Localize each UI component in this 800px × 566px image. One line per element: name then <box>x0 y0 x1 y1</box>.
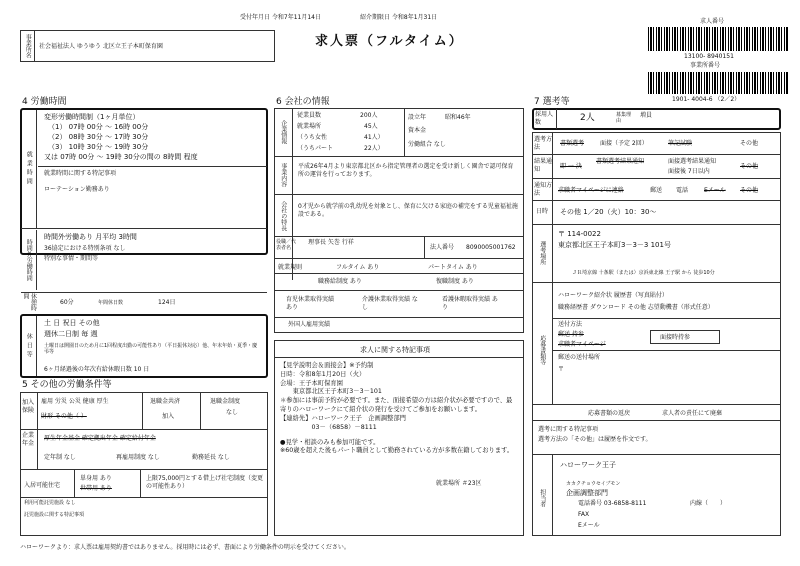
women: 41人） <box>364 134 384 141</box>
part: 22人） <box>364 145 384 152</box>
employees: 200人 <box>360 112 378 119</box>
send-method: 郵送 持参 <box>558 331 584 338</box>
retire: なし <box>226 409 239 416</box>
docs-2: 職務経歴書 ダウンロード その他 志望動機書（形式任意） <box>558 304 714 311</box>
method-interview: 面接（予定 2回） <box>600 140 648 147</box>
result-immediate: 即 一 決 <box>560 163 582 170</box>
site-label: 就業場所 <box>297 123 322 130</box>
insurance: 雇用 労災 公災 健康 厚生 <box>41 398 109 405</box>
note-line: 東京都北区王子本町3－3－101 <box>280 388 382 396</box>
note-line: 会場：王子本町保育園 <box>280 379 343 387</box>
dorm-family: 世帯用 あり <box>80 485 112 492</box>
rest-label: 休憩時間 <box>22 293 37 311</box>
page-title: 求人票（フルタイム） <box>315 34 464 49</box>
job-number: 13100- 8940151 <box>684 53 734 60</box>
retire-co: 加入 <box>162 413 175 420</box>
result-documents: 書類選考結果通知 <box>596 158 645 165</box>
contact-tel: 電話番号 03-6858-8111 <box>578 500 647 507</box>
job-number-label: 求人番号 <box>700 18 725 25</box>
childcare-label: 利用可能託児施設 なし <box>24 500 76 506</box>
note-line: 【連絡先】ハローワーク王子 企画調整部門 <box>280 414 406 422</box>
feature: 0才児から就学前の乳幼児を対象とし、保育に欠ける家庭の補完をする児童福祉施設である。 <box>298 203 518 218</box>
employees-label: 従業員数 <box>297 112 322 119</box>
rep: 理事長 矢巻 行祥 <box>308 239 354 246</box>
notice-email: Eメール <box>704 187 726 194</box>
childcare-leave: 育児休業取得実績 あり <box>286 296 335 311</box>
sick-care-leave: 看護休暇取得実績 あり <box>442 296 498 311</box>
received-date: 受付年月日 令和7年11月14日 <box>240 14 321 21</box>
send-method-label: 送付方法 <box>558 321 583 328</box>
rehire: 再雇用制度 なし <box>116 454 160 461</box>
result-other: その他 <box>740 163 759 170</box>
insurance-other: 財形 その他（ ） <box>41 413 87 420</box>
hire-count: 2人 <box>580 113 595 123</box>
contact-label: 担当者 <box>538 489 546 507</box>
annual-holidays-label: 年間休日数 <box>98 300 124 306</box>
feature-label: 会社の特長 <box>279 201 287 231</box>
date-label: 日時 <box>536 208 549 215</box>
business-name: 社会福祉法人 ゆうゆう 北区立王子本町保育園 <box>39 43 163 50</box>
reason-label: 募集理由 <box>616 112 632 125</box>
childcare-notes: 託児施設に関する特記事項 <box>24 512 85 518</box>
footer-note: ハローワークより：求人票は雇用契約書ではありません。採用時には必ず、書面により労働条件の明示を受けてください。 <box>20 544 350 551</box>
note-line: ＊参加には事前予約が必要です。また、面接希望の方は紹介状が必要ですので、最寄りのハローワークにて紹介状の発行を受けてご参加をお願いします。 <box>280 397 513 414</box>
union: 労働組合 なし <box>408 141 446 148</box>
return-label: 応募書類の返戻 <box>588 410 631 417</box>
section-5-title: 5 その他の労働条件等 <box>22 380 112 390</box>
part-label: （うちパート <box>297 145 334 152</box>
contact-dept: 企画調整部門 <box>566 489 608 497</box>
holiday-note: 土曜日は開園日のため月に1回程度出勤の可能性あり（平日振休対応）他、年末年始・夏季・慶弔等 <box>44 343 258 356</box>
note-line: ●見学・相談のみも参加可能です。 <box>280 438 380 446</box>
docs-label: 応募書類等 <box>538 335 546 365</box>
result-label: 結果通知 <box>534 158 553 173</box>
shift-3: （3） 10時 30分 ～ 19時 30分 <box>48 143 149 151</box>
job-number-barcode <box>648 27 788 51</box>
corp-label: 法人番号 <box>430 244 455 251</box>
overtime-36: 36協定における特別条項 なし <box>44 245 126 252</box>
rules-label: 就業規則 <box>278 264 303 271</box>
hours-special: ローテーション勤務あり <box>44 186 110 193</box>
company-label: 企業情報 <box>279 120 287 144</box>
dorm-label: 入居可能住宅 <box>24 482 61 489</box>
selection-date: その他 1／20（火）10：30～ <box>560 208 657 216</box>
office-number-barcode <box>648 72 788 94</box>
notice-other: その他 <box>740 187 759 194</box>
deadline-date: 紹介期限日 令和8年1月31日 <box>360 14 438 21</box>
place-label: 選考場所 <box>538 241 546 265</box>
founded: 昭和46年 <box>445 114 471 121</box>
retire-co-label: 退職金共済 <box>150 398 181 405</box>
pension-label: 企業年金 <box>22 432 35 447</box>
selection-notes-label: 選考に関する特記事項 <box>538 426 599 433</box>
notes-title: 求人に関する特記事項 <box>360 346 430 354</box>
founded-label: 設立年 <box>408 114 427 121</box>
result-interview: 面接選考結果通知 <box>668 158 717 165</box>
holidays: 土 日 祝日 その他 <box>44 319 100 327</box>
rest-value: 60分 <box>60 299 74 306</box>
notes-body <box>280 362 518 456</box>
method-label: 選考方法 <box>534 136 553 151</box>
business-content: 平成26年4月より東京都北区から指定管理者の選定を受け新しく園舎で認可保育所の運営を行っております。 <box>298 163 514 178</box>
rep-label: 役職／代表者名 <box>276 239 297 252</box>
zip: 〒 114-0022 <box>558 230 601 238</box>
business-label: 事業内容 <box>279 163 287 187</box>
office-number: 1901- 4004-6 （2／2） <box>672 96 741 103</box>
section-6-title: 6 会社の情報 <box>276 97 330 107</box>
mail-to: 〒 <box>558 366 565 373</box>
contact-ext: 内線（ ） <box>690 500 727 507</box>
result-after: 面接後 7日以内 <box>668 168 710 175</box>
contact-kana: カカクチョウセイブモン <box>566 481 621 487</box>
rules-part: パートタイム あり <box>428 264 478 271</box>
hire-label: 採用人数 <box>535 111 554 126</box>
return-value: 求人者の責任にて廃棄 <box>662 410 723 417</box>
nursing-leave: 介護休業取得実績 なし <box>362 296 418 311</box>
notice-mail: 郵送 <box>650 187 663 194</box>
shift-between: 又は 07時 00分 ～ 19時 30分の間の 8時間 程度 <box>44 153 198 161</box>
overtime-special: 特別な事情・期間等 <box>44 255 99 262</box>
hire-box <box>532 108 781 130</box>
contact-fax: FAX <box>578 511 590 518</box>
corp-number: 8090005001762 <box>466 244 516 251</box>
shift-1: （1） 07時 00分 ～ 16時 00分 <box>48 123 149 131</box>
site-employees: 45人 <box>364 123 378 130</box>
note-line: ※60歳を超えた後もパート職員として勤務されている方が多数在籍しております。 <box>280 447 514 455</box>
note-line: 【見学説明会＆面接会】※予約制 <box>280 362 374 369</box>
mail-to-label: 郵送の送付場所 <box>558 354 601 361</box>
pension: 厚生年金基金 確定拠出年金 確定給付年金 <box>44 435 156 442</box>
method-other: その他 <box>740 140 759 147</box>
contact-email: Eメール <box>578 522 600 529</box>
wage-system: 職務給制度 あり <box>318 278 362 285</box>
notice-label: 通知方法 <box>534 182 553 197</box>
section-7-title: 7 選考等 <box>534 97 570 107</box>
work-hours-label: 就業時間 <box>21 110 37 228</box>
note-line: 03－（6858）－8111 <box>280 423 377 431</box>
insurance-label: 加入保険 <box>22 399 35 414</box>
housing-system: 上限75,000円とする借上げ社宅制度（変更の可能性あり） <box>146 475 263 490</box>
send-at-interview: 面接時持参 <box>660 334 691 341</box>
access: ＪＲ埼京線 十条駅（または）京浜東北線 王子駅 から 徒歩10分 <box>572 270 715 276</box>
business-name-box <box>20 30 275 62</box>
foreign-employment: 外国人雇用実績 <box>288 321 331 328</box>
rules-full: フルタイム あり <box>336 264 380 271</box>
hours-special-label: 就業時間に関する特記事項 <box>44 170 117 177</box>
overtime-label: 時間外労働時間 <box>21 230 37 290</box>
address: 東京都北区王子本町3－3－3 101号 <box>558 241 671 249</box>
shift-title: 変形労働時間制（1ヶ月単位） <box>44 113 140 121</box>
teinen: 定年制 なし <box>44 454 76 461</box>
holidays-label: 休日等 <box>21 316 37 376</box>
selection-notes: 選考方法の「その他」は履歴を作文です。 <box>538 436 652 443</box>
women-label: （うち女性 <box>297 134 328 141</box>
work-extension: 勤務延長 なし <box>192 454 230 461</box>
shift-2: （2） 08時 30分 ～ 17時 30分 <box>48 133 149 141</box>
overtime-value: 時間外労働あり 月平均 3時間 <box>44 233 137 241</box>
docs-1: ハローワーク紹介状 履歴書（写真貼付） <box>558 292 668 299</box>
section-4-title: 4 労働時間 <box>22 97 67 107</box>
method-written: 筆記試験 <box>668 140 693 147</box>
notice-mypage: 求職者マイページに連絡 <box>558 187 624 194</box>
send-mypage: 求職者マイページ <box>558 341 606 348</box>
dorm-single: 単身用 あり <box>80 475 112 482</box>
reason: 増員 <box>640 112 653 119</box>
return-system: 復職制度 あり <box>436 278 474 285</box>
notes-footer: 就業場所 ＃23区 <box>436 480 482 487</box>
weekly-holidays: 週休二日制 毎 週 <box>44 330 98 338</box>
note-line: 日時：令和8年1月20日（火） <box>280 370 366 378</box>
notice-phone: 電話 <box>676 187 689 194</box>
contact-office: ハローワーク王子 <box>560 461 616 469</box>
annual-holidays: 124日 <box>158 299 176 306</box>
retire-label: 退職金制度 <box>210 398 241 405</box>
office-number-label: 事業所番号 <box>690 62 721 69</box>
method-documents: 書類選考 <box>560 140 585 147</box>
business-name-label: 事業所名 <box>21 31 35 61</box>
capital-label: 資本金 <box>408 127 427 134</box>
annual-leave: 6ヶ月経過後の年次有給休暇日数 10 日 <box>44 366 150 373</box>
